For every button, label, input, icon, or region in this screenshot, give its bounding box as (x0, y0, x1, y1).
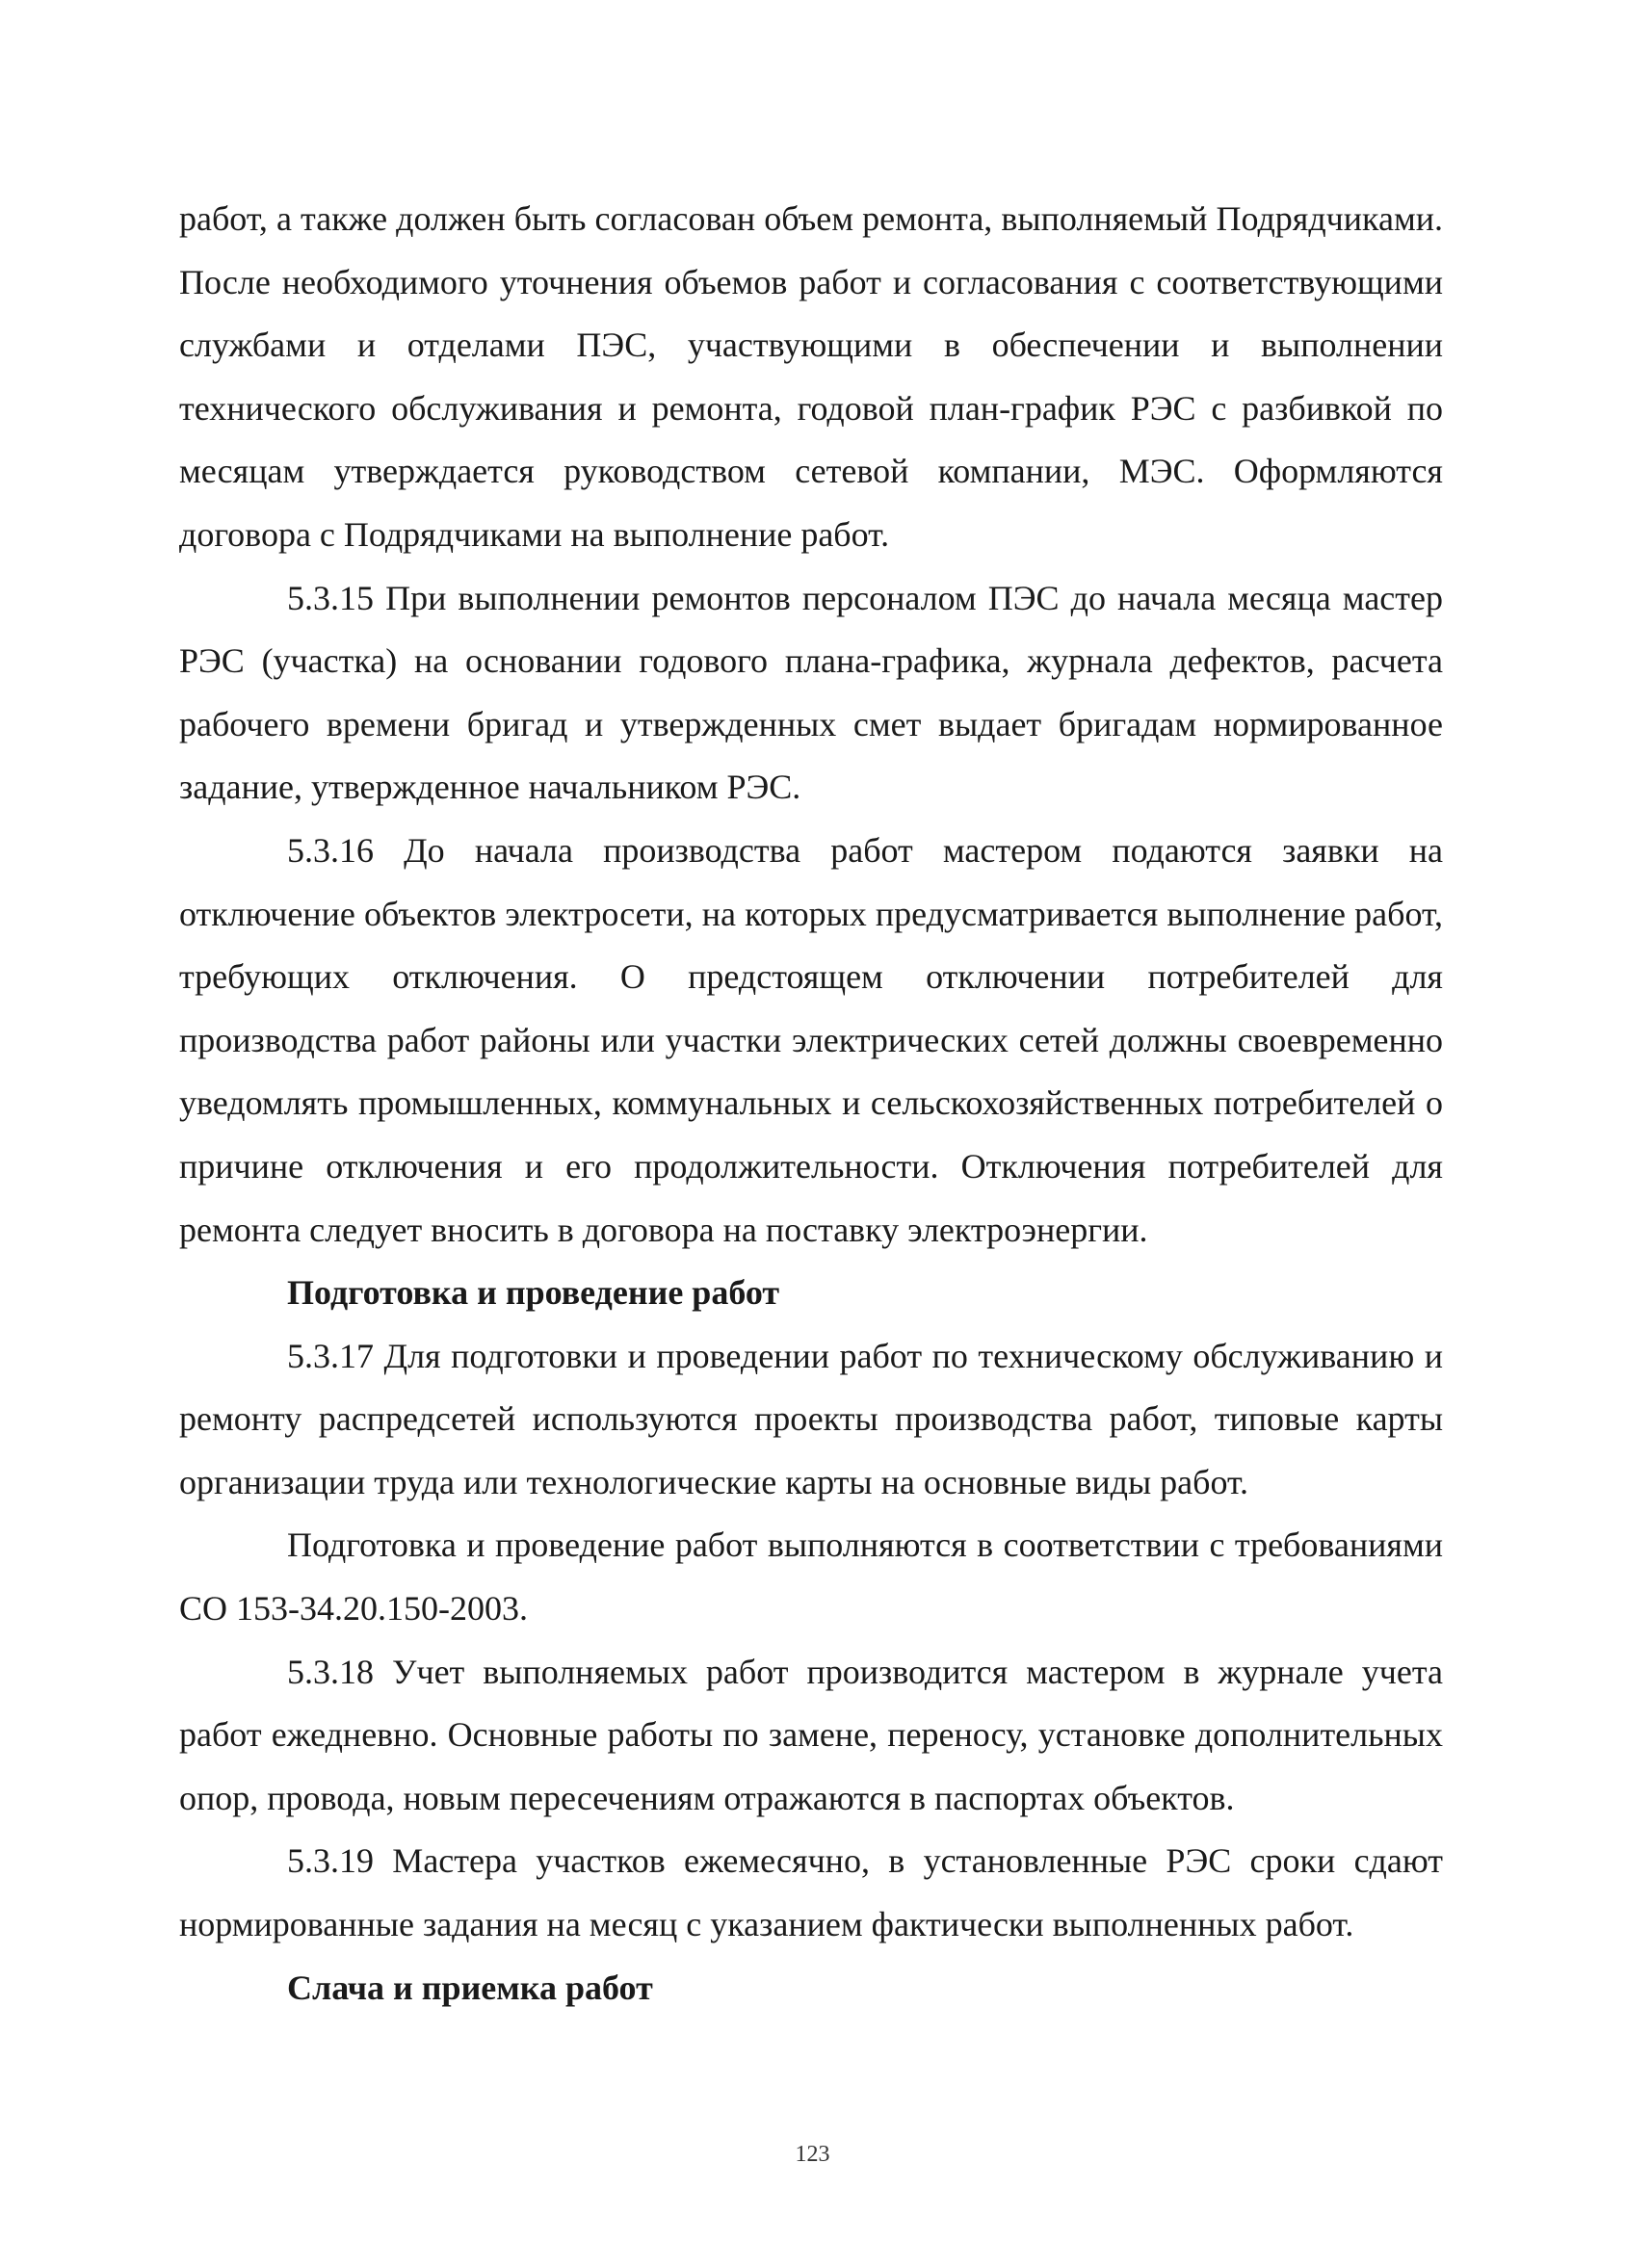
paragraph-5-3-19: 5.3.19 Мастера участков ежемесячно, в установленные РЭС сроки сдают нормированные задания на месяц с указанием фактически выполненных работ. (179, 1841, 1443, 1944)
section-heading-handover: Слача и приемка работ (287, 1968, 653, 2007)
body-text (179, 188, 1443, 2020)
paragraph-5-3-17: 5.3.17 Для подготовки и проведении работ по техническому обслуживанию и ремонту распредсетей используются проекты производства работ, типовые карты организации труда или технологические карты на основные виды работ. (179, 1336, 1443, 1501)
paragraph-preparation-requirements: Подготовка и проведение работ выполняются в соответствии с требованиями СО 153-34.20.150-2003. (179, 1525, 1443, 1629)
paragraph-5-3-18: 5.3.18 Учет выполняемых работ производится мастером в журнале учета работ ежедневно. Основные работы по замене, переносу, установке дополнительных опор, провода, новым пересечениям отражаются в паспортах объектов. (179, 1652, 1443, 1817)
page-number: 123 (795, 2142, 830, 2167)
paragraph-5-3-15: 5.3.15 При выполнении ремонтов персоналом ПЭС до начала месяца мастер РЭС (участка) на основании годового плана-графика, журнала дефектов, расчета рабочего времени бригад и утвержденных смет выдает бригадам нормированное задание, утвержденное начальником РЭС. (179, 578, 1443, 807)
paragraph-continuation: работ, а также должен быть согласован объем ремонта, выполняемый Подрядчиками. После необходимого уточнения объемов работ и согласования с соответствующими службами и отделами ПЭС, участвующими в обеспечении и выполнении технического обслуживания и ремонта, годовой план-график РЭС с разбивкой по месяцам утверждается руководством сетевой компании, МЭС. Оформляются договора с Подрядчиками на выполнение работ. (179, 199, 1443, 554)
paragraph-5-3-16: 5.3.16 До начала производства работ мастером подаются заявки на отключение объектов электросети, на которых предусматривается выполнение работ, требующих отключения. О предстоящем отключении потребителей для производства работ районы или участки электрических сетей должны своевременно уведомлять промышленных, коммунальных и сельскохозяйственных потребителей о причине отключения и его продолжительности. Отключения потребителей для ремонта следует вносить в договора на поставку электроэнергии. (179, 830, 1443, 1249)
section-heading-preparation: Подготовка и проведение работ (287, 1273, 780, 1313)
